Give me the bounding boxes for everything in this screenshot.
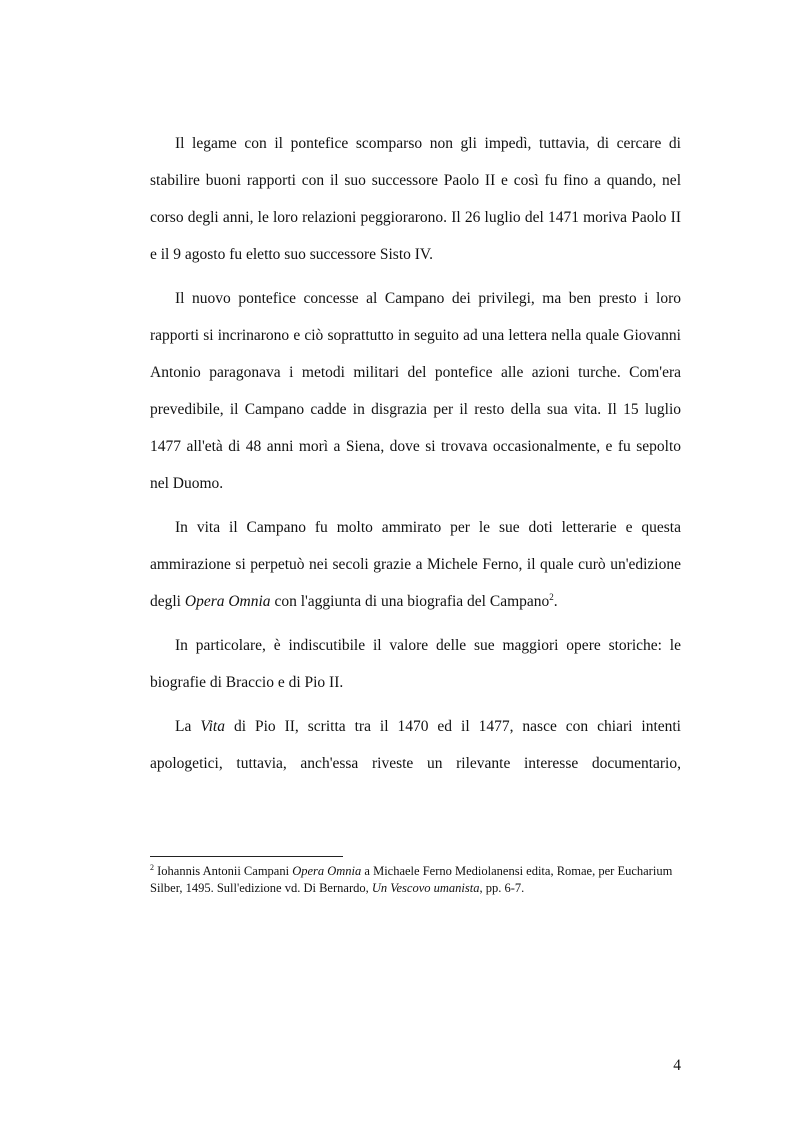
footnote-text-1: Iohannis Antonii Campani <box>154 864 293 878</box>
footnote-italic-vescovo-umanista: Un Vescovo umanista <box>371 881 480 895</box>
paragraph-5-text-after: di Pio II, scritta tra il 1470 ed il 1477, nasce con chiari intenti apologetici, tuttavia, anch'essa riveste un rilevante interesse documentario, <box>150 718 681 772</box>
footnote <box>150 863 681 897</box>
paragraph-3-text-after: con l'aggiunta di una biografia del Campano <box>270 593 550 610</box>
paragraph-1: Il legame con il pontefice scomparso non gli impedì, tuttavia, di cercare di stabilire buoni rapporti con il suo successore Paolo II e così fu fino a quando, nel corso degli anni, le loro relazioni peggiorarono. Il 26 luglio del 1471 moriva Paolo II e il 9 agosto fu eletto suo successore Sisto IV. <box>150 135 681 263</box>
body-text <box>150 125 681 789</box>
footnote-text-2: a Michaele Ferno Mediolanensi edita, Romae, per Eucharium Silber, 1495. Sull'edizione vd. Di Bernardo, <box>150 864 673 895</box>
paragraph-5-text-before: La <box>175 718 201 735</box>
paragraph-3-period: . <box>553 593 558 610</box>
paragraph-2: Il nuovo pontefice concesse al Campano dei privilegi, ma ben presto i loro rapporti si incrinarono e ciò soprattutto in seguito ad una lettera nella quale Giovanni Antonio paragonava i metodi militari del pontefice alle azioni turche. Com'era prevedibile, il Campano cadde in disgrazia per il resto della sua vita. Il 15 luglio 1477 all'età di 48 anni morì a Siena, dove si trovava occasionalmente, e fu sepolto nel Duomo. <box>150 290 681 492</box>
paragraph-3-text-before: In vita il Campano fu molto ammirato per le sue doti letterarie e questa ammirazione si perpetuò nei secoli grazie a Michele Ferno, il quale curò un'edizione degli <box>150 519 681 610</box>
paragraph-4: In particolare, è indiscutibile il valore delle sue maggiori opere storiche: le biografie di Braccio e di Pio II. <box>150 637 681 691</box>
opera-omnia-title: Opera Omnia <box>184 593 271 610</box>
page-number: 4 <box>673 1057 681 1074</box>
footnote-text-3: , pp. 6-7. <box>479 881 525 895</box>
footnote-number: 2 <box>150 862 154 872</box>
footnote-separator <box>150 856 343 857</box>
paragraph-5 <box>150 708 681 782</box>
paragraph-3 <box>150 509 681 620</box>
footnote-italic-opera-omnia: Opera Omnia <box>292 864 362 878</box>
vita-title: Vita <box>200 718 225 735</box>
footnote-reference: 2 <box>549 591 554 602</box>
